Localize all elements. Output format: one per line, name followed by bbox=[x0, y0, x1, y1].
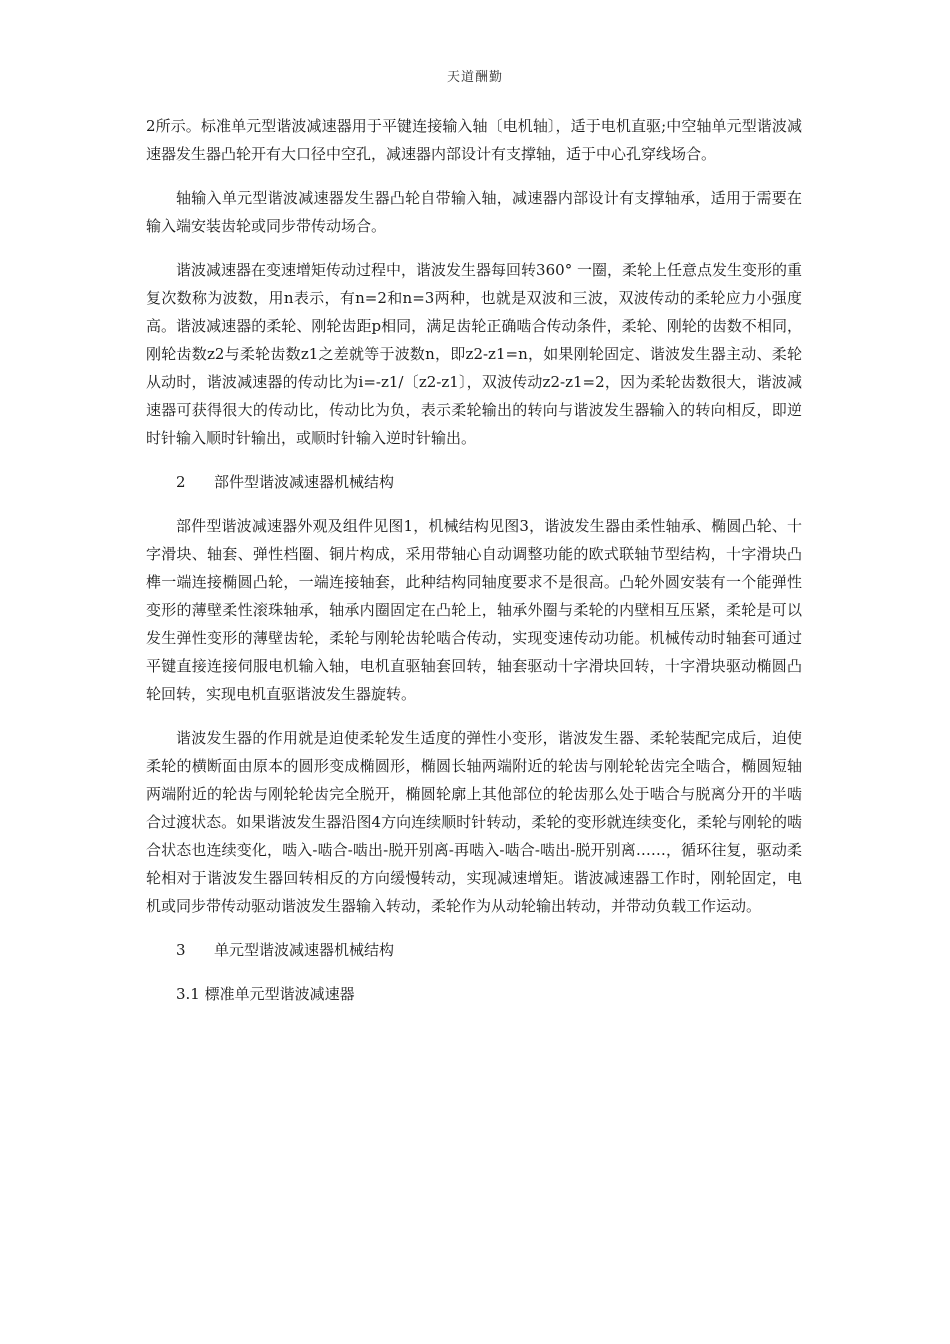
subsection-3-1-heading: 3.1 標准单元型谐波减速器 bbox=[176, 985, 355, 1003]
section-3-heading bbox=[146, 936, 802, 964]
paragraph-component-structure: 部件型谐波减速器外观及组件见图1，机械结构见图3，谐波发生器由柔性轴承、椭圆凸轮、十字滑块、轴套、弹性档圈、铜片构成，采用带轴心自动调整功能的欧式联轴节型结构，十字滑块凸榫一端连接椭圆凸轮，一端连接轴套，此种结构同轴度要求不是很高。凸轮外圆安装有一个能弹性变形的薄壁柔性滚珠轴承，轴承内圈固定在凸轮上，轴承外圈与柔轮的内壁相互压紧，柔轮是可以发生弹性变形的薄壁齿轮，柔轮与刚轮齿轮啮合传动，实现变速传动功能。机械传动时轴套可通过平键直接连接伺服电机输入轴，电机直驱轴套回转，轴套驱动十字滑块回转，十字滑块驱动椭圆凸轮回转，实现电机直驱谐波发生器旋转。 bbox=[146, 517, 802, 703]
section-3-number: 3 bbox=[176, 941, 186, 959]
section-2-title: 部件型谐波减速器机械结构 bbox=[214, 473, 395, 491]
section-2-number: 2 bbox=[176, 473, 186, 491]
section-2-heading bbox=[146, 468, 802, 496]
paragraph-wave-generator: 谐波发生器的作用就是迫使柔轮发生适度的弹性小变形，谐波发生器、柔轮装配完成后，迫使柔轮的横断面由原本的圆形变成椭圆形，椭圆长轴两端附近的轮齿与刚轮轮齿完全啮合，椭圆短轴两端附近的轮齿与刚轮轮齿完全脱开，椭圆轮廓上其他部位的轮齿那么处于啮合与脱离分开的半啮合过渡状态。如果谐波发生器沿图4方向连续顺时针转动，柔轮的变形就连续变化，柔轮与刚轮的啮合状态也连续变化，啮入-啮合-啮出-脱开别离-再啮入-啮合-啮出-脱开别离……，循环往复，驱动柔轮相对于谐波发生器回转相反的方向缓慢转动，实现减速增矩。谐波减速器工作时，刚轮固定，电机或同步带传动驱动谐波发生器输入转动，柔轮作为从动轮输出转动，并带动负载工作运动。 bbox=[146, 729, 802, 915]
section-3-title: 单元型谐波减速器机械结构 bbox=[214, 941, 395, 959]
paragraph-shaft-input: 轴输入单元型谐波减速器发生器凸轮自带输入轴，减速器内部设计有支撑轴承，适用于需要在输入端安装齿轮或同步带传动场合。 bbox=[146, 189, 802, 235]
paragraph-transmission-ratio: 谐波减速器在变速增矩传动过程中，谐波发生器每回转360° 一圈，柔轮上任意点发生变形的重复次数称为波数，用n表示，有n=2和n=3两种，也就是双波和三波，双波传动的柔轮应力小强度高。谐波减速器的柔轮、刚轮齿距p相同，满足齿轮正确啮合传动条件，柔轮、刚轮的齿数不相同，刚轮齿数z2与柔轮齿数z1之差就等于波数n，即z2-z1=n，如果刚轮固定、谐波发生器主动、柔轮从动时，谐波减速器的传动比为i=-z1/〔z2-z1〕，双波传动z2-z1=2，因为柔轮齿数很大，谐波减速器可获得很大的传动比，传动比为负，表示柔轮输出的转向与谐波发生器输入的转向相反，即逆时针输入顺时针输出，或顺时针输入逆时针输出。 bbox=[146, 261, 802, 447]
paragraph-continuation: 2所示。标准单元型谐波减速器用于平键连接输入轴〔电机轴〕，适于电机直驱;中空轴单元型谐波减速器发生器凸轮开有大口径中空孔，减速器内部设计有支撑轴，适于中心孔穿线场合。 bbox=[146, 117, 802, 163]
page-header: 天道酬勤 bbox=[446, 70, 503, 85]
body-text bbox=[146, 112, 802, 1024]
